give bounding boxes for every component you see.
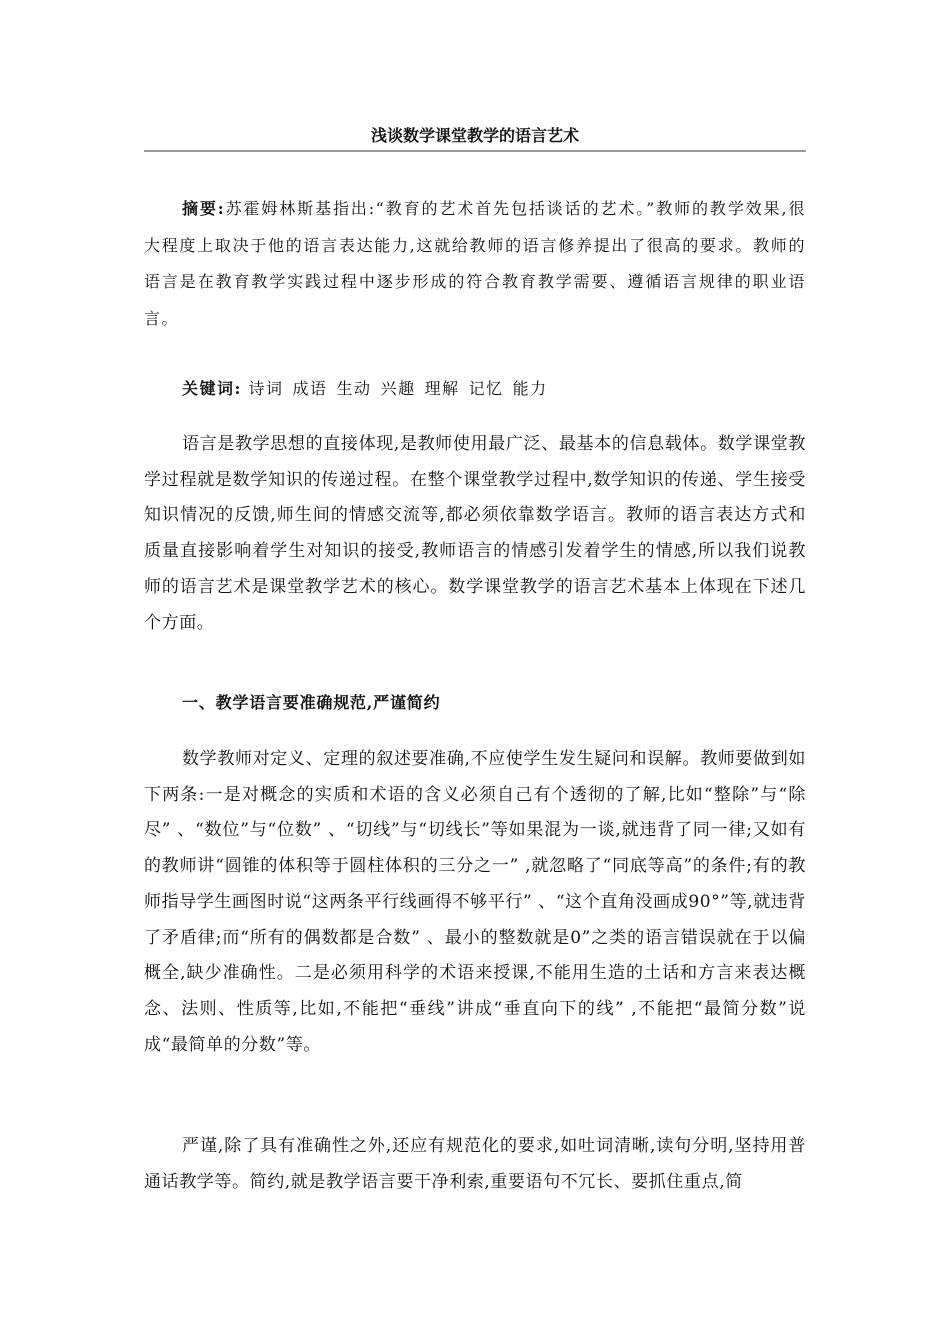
section-heading: 一、教学语言要准确规范,严谨简约 (182, 693, 441, 712)
intro-paragraph: 语言是教学思想的直接体现,是教师使用最广泛、最基本的信息载体。数学课堂教学过程就是数学知识的传递过程。在整个课堂教学过程中,数学知识的传递、学生接受知识情况的反馈,师生间的情感交流等,都必须依靠数学语言。教师的语言表达方式和质量直接影响着学生对知识的接受,教师语言的情感引发着学生的情感,所以我们说教师的语言艺术是课堂教学艺术的核心。数学课堂教学的语言艺术基本上体现在下述几个方面。 (144, 434, 806, 633)
abstract-label: 摘要: (182, 199, 226, 218)
keyword: 诗词 (248, 379, 284, 398)
abstract-text: 苏霍姆林斯基指出:“教育的艺术首先包括谈话的艺术。”教师的教学效果,很大程度上取决于他的语言表达能力,这就给教师的语言修养提出了很高的要求。教师的语言是在教育教学实践过程中逐步形成的符合教育教学需要、遵循语言规律的职业语言。 (144, 199, 806, 328)
section-paragraph: 数学教师对定义、定理的叙述要准确,不应使学生发生疑问和误解。教师要做到如下两条:一是对概念的实质和术语的含义必须自己有个透彻的了解,比如“整除”与“除尽” 、“数位”与“位数” 、“切线”与“切线长”等如果混为一谈,就违背了同一律;又如有的教师讲“圆锥的体积等于圆柱体积的三分之一” ,就忽略了“同底等高”的条件;有的教师指导学生画图时说“这两条平行线画得不够平行” 、“这个直角没画成90°”等,就违背了矛盾律;而“所有的偶数都是合数” 、最小的整数就是0”之类的语言错误就在于以偏概全,缺少准确性。二是必须用科学的术语来授课,不能用生造的土话和方言来表达概念、法则、性质等,比如,不能把“垂线”讲成“垂直向下的线” ,不能把“最简分数”说成“最简单的分数”等。 (144, 749, 806, 1055)
keyword: 生动 (336, 379, 372, 398)
keyword: 成语 (292, 379, 328, 398)
keyword: 兴趣 (380, 379, 416, 398)
keyword: 理解 (424, 379, 460, 398)
keyword: 能力 (512, 379, 548, 398)
title-underline (144, 150, 806, 152)
abstract-paragraph (144, 191, 806, 337)
keywords-line (144, 371, 806, 407)
keyword: 记忆 (468, 379, 504, 398)
document-title: 浅谈数学课堂教学的语言艺术 (370, 126, 579, 145)
keywords-label: 关键词: (182, 379, 242, 398)
section-paragraph: 严谨,除了具有准确性之外,还应有规范化的要求,如吐词清晰,读句分明,坚持用普通话教学等。简约,就是教学语言要干净利索,重要语句不冗长、要抓住重点,简 (144, 1136, 806, 1192)
